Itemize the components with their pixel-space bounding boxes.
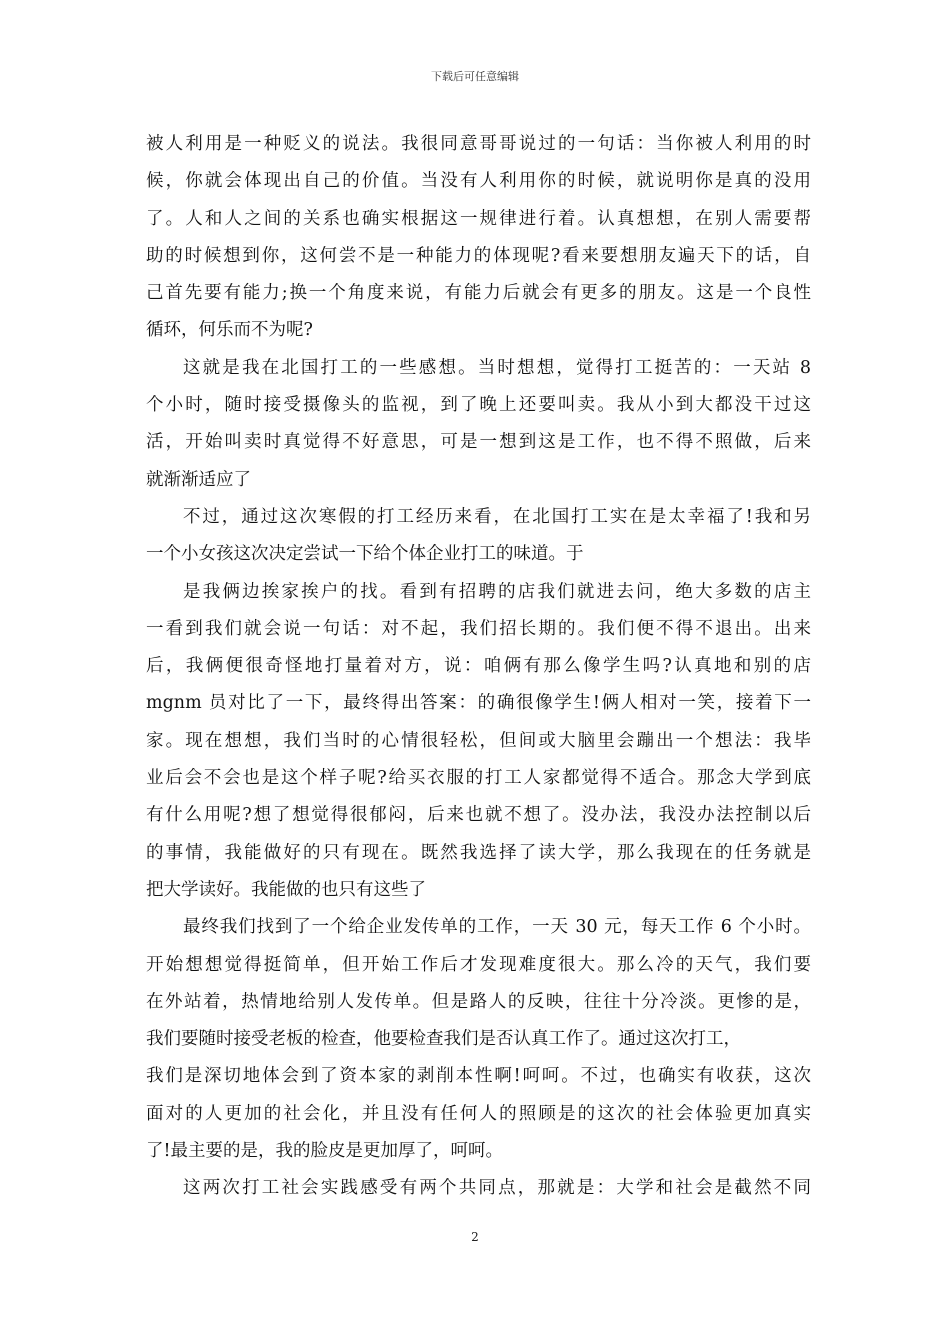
text-line: 了。人和人之间的关系也确实根据这一规律进行着。认真想想，在别人需要帮 bbox=[146, 208, 811, 229]
text-line: 家。现在想想，我们当时的心情很轻松，但间或大脑里会蹦出一个想法：我毕 bbox=[146, 730, 811, 751]
text-line: 不过，通过这次寒假的打工经历来看，在北国打工实在是太幸福了!我和另 bbox=[183, 506, 811, 527]
text-line: 最终我们找到了一个给企业发传单的工作，一天 30 元，每天工作 6 个小时。 bbox=[183, 917, 811, 938]
text-line: 面对的人更加的社会化，并且没有任何人的照顾是的这次的社会体验更加真实 bbox=[146, 1103, 811, 1124]
text-line: 是我俩边挨家挨户的找。看到有招聘的店我们就进去问，绝大多数的店主 bbox=[183, 581, 811, 602]
text-line: 的事情，我能做好的只有现在。既然我选择了读大学，那么我现在的任务就是 bbox=[146, 842, 811, 863]
text-line: 我们是深切地体会到了资本家的剥削本性啊!呵呵。不过，也确实有收获，这次 bbox=[146, 1066, 811, 1087]
text-line: 在外站着，热情地给别人发传单。但是路人的反映，往往十分冷淡。更惨的是， bbox=[146, 991, 811, 1012]
text-line: 一看到我们就会说一句话：对不起，我们招长期的。我们便不得不退出。出来 bbox=[146, 618, 811, 639]
text-line: 助的时候想到你，这何尝不是一种能力的体现呢?看来要想朋友遍天下的话，自 bbox=[146, 245, 811, 266]
text-line: 个小时，随时接受摄像头的监视，到了晚上还要叫卖。我从小到大都没干过这 bbox=[146, 395, 811, 416]
page-header: 下载后可任意编辑 bbox=[431, 70, 519, 83]
text-line: 了!最主要的是，我的脸皮是更加厚了，呵呵。 bbox=[146, 1141, 504, 1162]
text-line: 后，我俩便很奇怪地打量着对方，说：咱俩有那么像学生吗?认真地和别的店 bbox=[146, 656, 811, 677]
text-line: 开始想想觉得挺简单，但开始工作后才发现难度很大。那么冷的天气，我们要 bbox=[146, 954, 811, 975]
text-line: 活，开始叫卖时真觉得不好意思，可是一想到这是工作，也不得不照做，后来 bbox=[146, 432, 811, 453]
text-line: 这两次打工社会实践感受有两个共同点，那就是：大学和社会是截然不同 bbox=[183, 1178, 811, 1199]
text-line: 把大学读好。我能做的也只有这些了 bbox=[146, 879, 426, 900]
text-line: 被人利用是一种贬义的说法。我很同意哥哥说过的一句话：当你被人利用的时 bbox=[146, 134, 811, 154]
text-line: 候，你就会体现出自己的价值。当没有人利用你的时候，就说明你是真的没用 bbox=[146, 171, 811, 192]
text-line: 有什么用呢?想了想觉得很郁闷，后来也就不想了。没办法，我没办法控制以后 bbox=[146, 805, 811, 826]
text-line: 就渐渐适应了 bbox=[146, 469, 251, 490]
text-line: 循环，何乐而不为呢? bbox=[146, 320, 313, 341]
text-line: 一个小女孩这次决定尝试一下给个体企业打工的味道。于 bbox=[146, 544, 584, 565]
text-line: mgnm 员对比了一下，最终得出答案：的确很像学生!俩人相对一笑，接着下一 bbox=[146, 693, 811, 714]
page-number: 2 bbox=[471, 1230, 479, 1244]
text-line: 这就是我在北国打工的一些感想。当时想想，觉得打工挺苦的：一天站 8 bbox=[183, 357, 811, 378]
body-text bbox=[146, 126, 811, 1208]
text-line: 己首先要有能力;换一个角度来说，有能力后就会有更多的朋友。这是一个良性 bbox=[146, 283, 811, 304]
text-line: 我们要随时接受老板的检查，他要检查我们是否认真工作了。通过这次打工， bbox=[146, 1029, 741, 1050]
text-line: 业后会不会也是这个样子呢?给买衣服的打工人家都觉得不适合。那念大学到底 bbox=[146, 768, 811, 789]
